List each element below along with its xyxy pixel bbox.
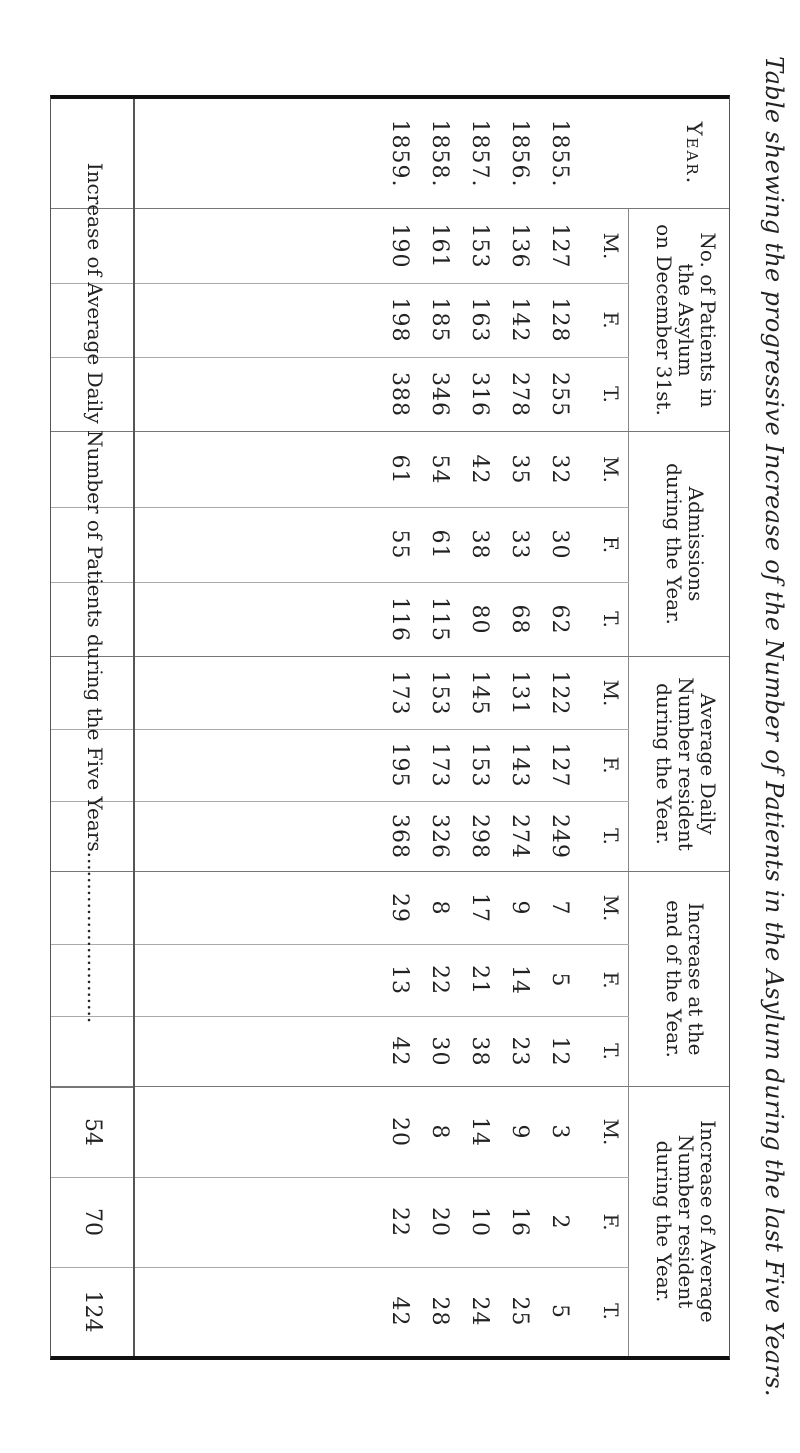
- cell: 24: [467, 1296, 492, 1327]
- cell: 42: [467, 454, 492, 485]
- total-t: 124: [80, 1290, 105, 1333]
- header-line: No. of Patients in: [696, 232, 720, 408]
- header-line: Number resident: [674, 1134, 698, 1309]
- cell: 142: [507, 297, 532, 343]
- increase-end-header: [623, 872, 707, 1086]
- column-rule: [51, 729, 629, 730]
- cell: 143: [507, 742, 532, 788]
- cell: 17: [467, 893, 492, 923]
- cell: 274: [507, 814, 532, 859]
- column-rule: [51, 1177, 629, 1178]
- header-line: the Asylum: [674, 263, 698, 377]
- patients-header: [635, 209, 719, 431]
- header-line: during the Year.: [652, 683, 676, 845]
- cell: 68: [507, 604, 532, 635]
- cell: 22: [387, 1207, 412, 1237]
- year-header: Year.: [682, 121, 706, 186]
- cell: 278: [507, 372, 532, 417]
- header-line: during the Year.: [652, 1140, 676, 1303]
- cell: 30: [547, 529, 572, 560]
- cell: 20: [387, 1117, 412, 1147]
- cell: 255: [547, 372, 572, 417]
- cell: 54: [427, 454, 452, 485]
- cell: 33: [507, 529, 532, 560]
- average-daily-header: [635, 657, 719, 871]
- sub-header-f: F.: [599, 1213, 623, 1231]
- column-rule: [51, 801, 629, 802]
- column-rule: [51, 1016, 629, 1017]
- statistics-table: [50, 95, 730, 1360]
- year-column: [51, 99, 729, 209]
- cell: 346: [427, 372, 452, 417]
- increase-average-group: [51, 1087, 729, 1356]
- cell: 127: [547, 742, 572, 788]
- page-title: Table shewing the progressive Increase of the Number of Patients in the Asylum during the last Five Years.: [760, 56, 788, 1397]
- cell: 10: [467, 1207, 492, 1237]
- sub-header-t: T.: [599, 828, 623, 845]
- cell: 12: [547, 1036, 572, 1067]
- cell: 61: [387, 454, 412, 485]
- header-line: Number resident: [674, 677, 698, 851]
- cell: 326: [427, 814, 452, 859]
- cell: 55: [387, 529, 412, 560]
- cell: 163: [467, 297, 492, 343]
- cell: 128: [547, 297, 572, 343]
- cell: 136: [507, 223, 532, 269]
- sub-header-f: F.: [599, 535, 623, 554]
- header-line: during the Year.: [662, 463, 686, 625]
- year-cell: 1859.: [387, 119, 412, 188]
- cell: 5: [547, 972, 572, 988]
- admissions-header: [623, 432, 707, 656]
- sub-header-f: F.: [599, 971, 623, 989]
- cell: 20: [427, 1207, 452, 1237]
- sub-header-m: M.: [599, 456, 623, 483]
- column-rule: [51, 1267, 629, 1268]
- year-cell: 1857.: [467, 119, 492, 188]
- cell: 122: [547, 670, 572, 716]
- cell: 116: [387, 597, 412, 642]
- cell: 145: [467, 670, 492, 716]
- cell: 14: [467, 1117, 492, 1147]
- cell: 316: [467, 372, 492, 417]
- column-rule: [51, 944, 629, 945]
- cell: 173: [387, 670, 412, 716]
- cell: 42: [387, 1036, 412, 1067]
- column-rule: [51, 357, 629, 358]
- cell: 249: [547, 814, 572, 859]
- cell: 9: [507, 900, 532, 916]
- cell: 21: [467, 965, 492, 995]
- cell: 5: [547, 1304, 572, 1319]
- admissions-group: [51, 432, 729, 657]
- cell: 298: [467, 814, 492, 859]
- sub-header-t: T.: [599, 386, 623, 403]
- cell: 32: [547, 454, 572, 485]
- year-cell: 1855.: [547, 119, 572, 188]
- total-f: 70: [80, 1208, 105, 1236]
- sub-header-m: M.: [599, 679, 623, 707]
- cell: 8: [427, 1124, 452, 1140]
- column-rule: [51, 507, 629, 508]
- cell: 30: [427, 1036, 452, 1067]
- cell: 190: [387, 223, 412, 269]
- cell: 61: [427, 529, 452, 560]
- header-line: Increase of Average: [696, 1120, 720, 1323]
- cell: 7: [547, 900, 572, 916]
- cell: 29: [387, 893, 412, 923]
- cell: 16: [507, 1207, 532, 1237]
- patients-group: [51, 209, 729, 432]
- summary-row: [51, 99, 135, 1356]
- cell: 3: [547, 1124, 572, 1140]
- header-line: Average Daily: [696, 693, 720, 835]
- cell: 25: [507, 1296, 532, 1327]
- column-rule: [51, 582, 629, 583]
- cell: 153: [427, 670, 452, 716]
- increase-average-header: [635, 1087, 719, 1356]
- average-daily-group: [51, 657, 729, 872]
- summary-label: Increase of Average Daily Number of Patients during the Five Years...........................: [83, 162, 107, 1024]
- cell: 28: [427, 1296, 452, 1327]
- cell: 115: [427, 597, 452, 642]
- header-line: on December 31st.: [652, 224, 676, 416]
- cell: 13: [387, 965, 412, 995]
- cell: 198: [387, 297, 412, 343]
- cell: 8: [427, 900, 452, 916]
- sub-header-f: F.: [599, 756, 623, 774]
- cell: 62: [547, 604, 572, 635]
- cell: 173: [427, 742, 452, 788]
- cell: 388: [387, 372, 412, 417]
- cell: 131: [507, 670, 532, 716]
- sub-header-m: M.: [599, 894, 623, 922]
- sub-header-m: M.: [599, 232, 623, 260]
- column-rule: [51, 283, 629, 284]
- cell: 153: [467, 742, 492, 788]
- cell: 153: [467, 223, 492, 269]
- cell: 161: [427, 223, 452, 269]
- sub-header-t: T.: [599, 611, 623, 628]
- cell: 14: [507, 965, 532, 995]
- cell: 80: [467, 604, 492, 635]
- year-cell: 1856.: [507, 119, 532, 188]
- cell: 35: [507, 454, 532, 485]
- sub-header-f: F.: [599, 311, 623, 329]
- cell: 195: [387, 742, 412, 788]
- cell: 42: [387, 1296, 412, 1327]
- header-line: end of the Year.: [662, 900, 686, 1058]
- cell: 38: [467, 529, 492, 560]
- total-m: 54: [80, 1118, 105, 1146]
- sub-header-t: T.: [599, 1043, 623, 1060]
- header-line: Admissions: [684, 486, 708, 602]
- cell: 23: [507, 1036, 532, 1067]
- year-cell: 1858.: [427, 119, 452, 188]
- sub-header-t: T.: [599, 1303, 623, 1320]
- cell: 38: [467, 1036, 492, 1067]
- cell: 185: [427, 297, 452, 343]
- cell: 368: [387, 814, 412, 859]
- cell: 9: [507, 1124, 532, 1140]
- cell: 22: [427, 965, 452, 995]
- cell: 127: [547, 223, 572, 269]
- header-line: Increase at the: [684, 902, 708, 1056]
- cell: 2: [547, 1214, 572, 1230]
- increase-end-group: [51, 872, 729, 1087]
- sub-header-m: M.: [599, 1118, 623, 1146]
